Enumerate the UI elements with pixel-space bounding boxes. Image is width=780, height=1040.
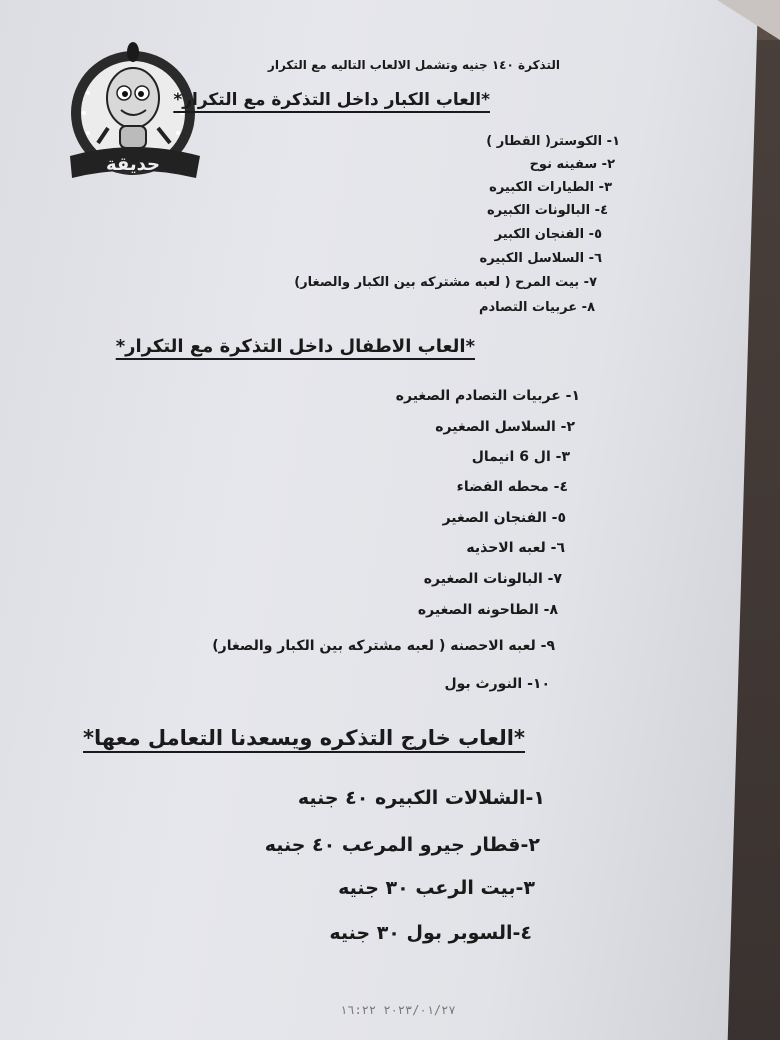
outside-section-title: *العاب خارج التذكره ويسعدنا التعامل معها*	[83, 726, 525, 750]
list-item: ٣-بيت الرعب ٣٠ جنيه	[338, 877, 535, 899]
list-item: ١-الشلالات الكبيره ٤٠ جنيه	[297, 787, 545, 809]
logo-wordmark: حديقة	[106, 154, 160, 175]
list-item: ١٠- النورث بول	[444, 676, 550, 692]
list-item: ٤-السوبر بول ٣٠ جنيه	[329, 922, 532, 944]
list-item: ٦- لعبه الاحذيه	[466, 540, 565, 556]
photo-timestamp: ٢٠٢٣/٠١/٢٧ ١٦:٢٢	[340, 1003, 456, 1017]
list-item: ٢- سفينه نوح	[529, 157, 615, 172]
list-item: ٢- السلاسل الصغيره	[435, 419, 575, 435]
ticket-price-line: التذكرة ١٤٠ جنيه وتشمل الالعاب التاليه مع التكرار	[267, 58, 560, 72]
list-item: ٧- البالونات الصغيره	[423, 571, 562, 587]
list-item: ٤- محطه الفضاء	[456, 479, 568, 495]
list-item: ٨- عربيات التصادم	[478, 300, 595, 315]
list-item: ٢-قطار جيرو المرعب ٤٠ جنيه	[264, 834, 540, 856]
list-item: ٥- الفنجان الصغير	[442, 510, 566, 526]
kids-section-title: *العاب الاطفال داخل التذكرة مع التكرار*	[115, 336, 475, 357]
list-item: ٣- ال 6 انيمال	[471, 449, 570, 465]
list-item: ٧- بيت المرح ( لعبه مشتركه بين الكبار والصغار)	[294, 275, 597, 290]
list-item: ٩- لعبه الاحصنه ( لعبه مشتركه بين الكبار والصغار)	[212, 638, 555, 654]
list-item: ٦- السلاسل الكبيره	[479, 251, 602, 266]
list-item: ٥- الفنجان الكبير	[494, 227, 602, 242]
list-item: ١- الكوستر( القطار )	[486, 134, 620, 149]
list-item: ٣- الطيارات الكبيره	[489, 180, 612, 195]
adults-section-title: *العاب الكبار داخل التذكرة مع التكرار*	[173, 90, 490, 110]
mascot-logo-icon	[58, 38, 208, 188]
list-item: ٨- الطاحونه الصغيره	[417, 602, 558, 618]
list-item: ١- عربيات التصادم الصغيره	[395, 388, 580, 404]
list-item: ٤- البالونات الكبيره	[486, 203, 608, 218]
